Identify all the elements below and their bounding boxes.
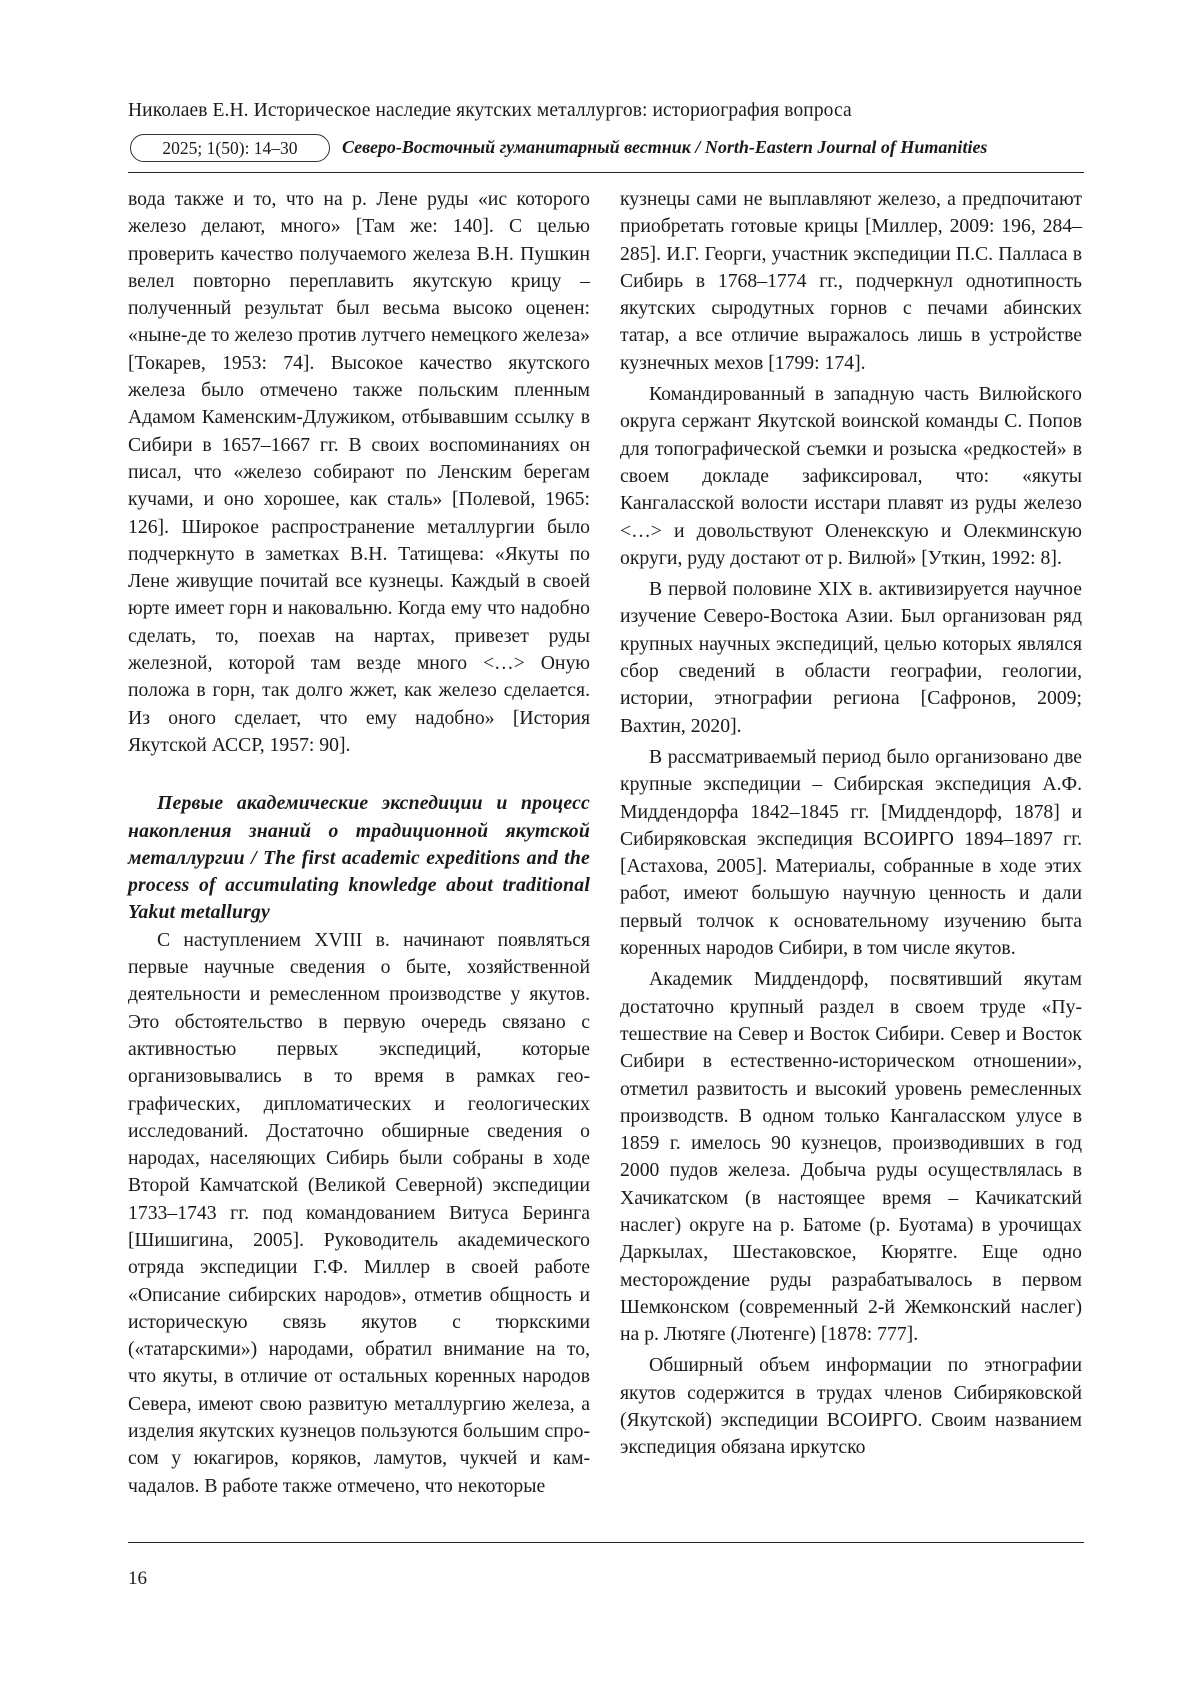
running-title: Николаев Е.Н. Историческое наследие якутских металлургов: историография вопроса (128, 100, 852, 121)
section-heading: Первые академические экспедиции и процесс накопления знаний о традиционной якутской металлургии / The first academic expeditions and the process of accumulating knowledge about traditional Yakut metallurgy (128, 792, 590, 924)
footer-divider (128, 1542, 1084, 1543)
paragraph: Академик Миддендорф, посвятивший якутам достаточно крупный раздел в своем труде «Путешествие на Север и Восток Сибири. Север и Восток Сибири в естественно-историческом отношении», отметил развитость и высокий уровень ремесленных производств. В одном только Кангаласском улусе в 1859 г. имелось 90 кузнецов, производивших в год 2000 пудов железа. Добыча руды осуществлялась в Хачикатском (в настоящее время – Качикатский наслег) округе на р. Батоме (р. Буотама) в урочищах Даркылах, Шестаковское, Кюрятге. Еще одно месторождение руды разрабатывалось в первом Шемконском (современный 2-й Жемконский наслег) на р. Лютяге (Лютенге) [1878: 777]. (620, 968, 1082, 1346)
page-number: 16 (128, 1568, 147, 1589)
paragraph: Командированный в западную часть Вилюйского округа сержант Якутской воинской команды С. Попов для топографической съемки и розыска «редкостей» в своем докладе зафиксировал, что: «якуты Кангаласской волости исстари плавят из руды железо <…> и довольствуют Оленекскую и Олекминскую округи, руду достают от р. Вилюй» [Уткин, 1992: 8]. (620, 383, 1082, 569)
paragraph: Обширный объем информации по этнографии якутов содержится в трудах членов Сибиряковской (Якутской) экспедиции ВСОИРГО. Своим названием экспедиция обязана иркутско (620, 1354, 1082, 1459)
paragraph: вода также и то, что на р. Лене руды «ис которого железо делают, много» [Там же: 140]. С целью проверить качество получаемого железа В.Н. Пушкин велел повторно переплавить якутскую крицу – полученный результат был весьма высоко оценен: «ныне-де то железо против лутчего немецкого железа» [Токарев, 1953: 74]. Высокое качество якутского железа было отмечено также польским пленным Адамом Каменским-Длужиком, отбывавшим ссылку в Сибири в 1657–1667 гг. В своих воспоминаниях он писал, что «железо собирают по Ленским берегам кучами, и оно хорошее, как сталь» [Полевой, 1965: 126]. Широкое распространение металлургии было подчеркнуто в заметках В.Н. Татищева: «Якуты по Лене живущие почитай все кузнецы. Каждый в своей юрте имеет горн и наковальню. Когда ему что надобно сделать, то, поехав на нартах, привезет руды железной, которой там везде много <…> Оную положа в горн, так долго жжет, как железо сделается. Из оного сделает, что ему надобно» [История Якутской АССР, 1957: 90]. (128, 188, 590, 756)
journal-title: Северо-Восточный гуманитарный вестник / North-Eastern Journal of Humanities (342, 137, 988, 157)
paragraph: С наступлением XVIII в. начинают появляться первые научные сведения о быте, хозяйственной деятельности и ремесленном производстве у якутов. Это обстоятельство в первую очередь связано с активностью первых экспедиций, которые организовывались в то время в рамках географических, дипломатических и геологических исследований. Достаточно обширные сведения о народах, населяющих Сибирь были собраны в ходе Второй Камчатской (Великой Северной) экспедиции 1733–1743 гг. под командованием Витуса Беринга [Шишигина, 2005]. Руководитель академического отряда экспедиции Г.Ф. Миллер в своей работе «Описание сибирских народов», отметив общность и историческую связь якутов с тюркскими («татарскими») народами, обратил внимание на то, что якуты, в отличие от остальных коренных народов Севера, имеют свою развитую металлургию железа, а изделия якутских кузнецов пользуются большим спросом у юкагиров, коряков, ламутов, чукчей и камчадалов. В работе также отмечено, что некоторые (128, 928, 590, 1497)
right-column (620, 186, 1082, 1462)
left-column (128, 186, 590, 1500)
paragraph: В рассматриваемый период было организовано две крупные экспедиции – Сибирская экспедиция А.Ф. Миддендорфа 1842–1845 гг. [Миддендорф, 1878] и Сибиряковская экспедиция ВСОИРГО 1894–1897 гг. [Астахова, 2005]. Материалы, собранные в ходе этих работ, имеют большую научную ценность и дали первый толчок к основательному изучению быта коренных народов Сибири, в том числе якутов. (620, 745, 1082, 960)
issue-badge: 2025; 1(50): 14–30 (130, 134, 330, 162)
paragraph: В первой половине XIX в. активизируется научное изучение Северо-Востока Азии. Был организован ряд крупных научных экспедиций, целью которых являлся сбор сведений в области географии, геологии, истории, этнографии региона [Сафронов, 2009; Вахтин, 2020]. (620, 578, 1082, 737)
header-divider (128, 172, 1084, 173)
paragraph: кузнецы сами не выплавляют железо, а предпочитают приобретать готовые крицы [Миллер, 2009: 196, 284–285]. И.Г. Георги, участник экспедиции П.С. Палласа в Сибирь в 1768–1774 гг., подчеркнул однотипность якутских сыродутных горнов с печами абинских татар, а все отличие выражалось лишь в устройстве кузнечных мехов [1799: 174]. (620, 188, 1082, 374)
